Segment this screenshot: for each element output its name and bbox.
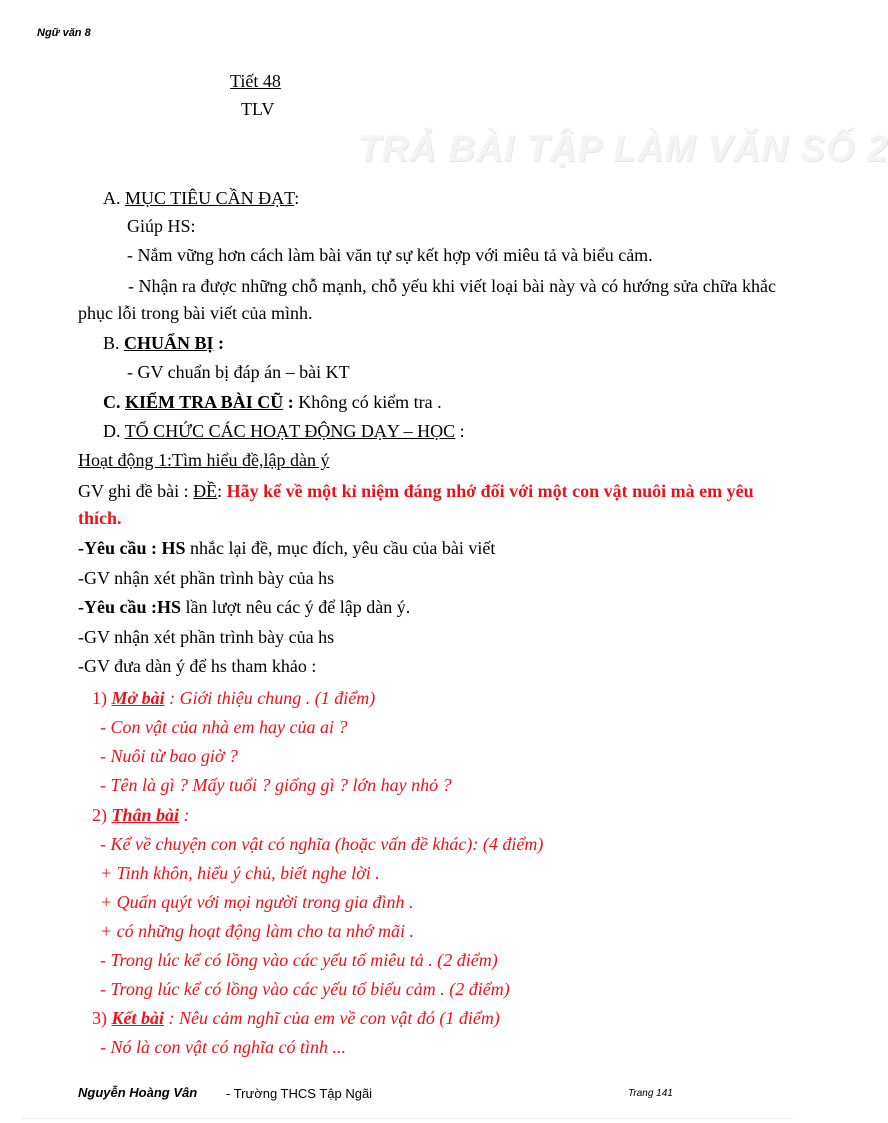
lesson-title-watermark: TRẢ BÀI TẬP LÀM VĂN SỐ 2 <box>358 128 888 169</box>
requirement-1 <box>78 536 495 560</box>
outline-body-item: - Trong lúc kể có lồng vào các yếu tố biểu cảm . (2 điểm) <box>100 979 510 999</box>
outline-body-item: + Quấn quýt với mọi người trong gia đình . <box>100 892 414 912</box>
section-a-item-1: - Nắm vững hơn cách làm bài văn tự sự kết hợp với miêu tả và biểu cảm. <box>127 245 653 265</box>
activity-title: Hoạt động 1:Tìm hiểu đề,lập dàn ý <box>78 450 330 470</box>
outline-intro-heading <box>92 686 375 710</box>
outline-intro-title: Mở bài <box>111 688 165 708</box>
requirement-2 <box>78 595 410 619</box>
teacher-outline-intro: -GV đưa dàn ý để hs tham khảo : <box>78 656 317 676</box>
requirement-2-text: lần lượt nêu các ý để lập dàn ý. <box>181 597 411 617</box>
outline-body-item: - Trong lúc kể có lồng vào các yếu tố miêu tả . (2 điểm) <box>100 950 498 970</box>
section-a-prefix: A. <box>103 188 121 208</box>
section-a-heading <box>103 186 299 210</box>
outline-body-number: 2) <box>92 805 107 825</box>
section-c-title: KIỂM TRA BÀI CŨ <box>125 392 284 412</box>
footer-page-number: Trang 141 <box>628 1088 673 1099</box>
requirement-2-label: -Yêu cầu :HS <box>78 597 181 617</box>
section-b-prefix: B. <box>103 333 120 353</box>
teacher-comment-2: -GV nhận xét phần trình bày của hs <box>78 627 335 647</box>
outline-body-text: : <box>179 805 190 825</box>
section-a-help: Giúp HS: <box>127 216 196 236</box>
teacher-comment-1: -GV nhận xét phần trình bày của hs <box>78 568 335 588</box>
outline-intro-item: - Nuôi từ bao giờ ? <box>100 746 238 766</box>
topic-colon: : <box>217 481 227 501</box>
topic-paragraph <box>78 478 778 532</box>
section-c-text: Không có kiểm tra . <box>293 392 442 412</box>
outline-conclusion-text: : Nêu cảm nghĩ của em về con vật đó (1 điểm) <box>164 1008 500 1028</box>
outline-conclusion-title: Kết bài <box>111 1008 164 1028</box>
outline-body-item: + Tinh khôn, hiểu ý chủ, biết nghe lời . <box>100 863 380 883</box>
section-a-colon: : <box>294 188 300 208</box>
outline-intro-item: - Con vật của nhà em hay của ai ? <box>100 717 348 737</box>
section-c-colon: : <box>283 392 294 412</box>
footer-divider <box>22 1118 794 1119</box>
section-c-heading <box>103 390 442 414</box>
outline-body-title: Thân bài <box>111 805 180 825</box>
section-d-colon: : <box>455 421 465 441</box>
outline-intro-item: - Tên là gì ? Mấy tuổi ? giống gì ? lớn hay nhỏ ? <box>100 775 452 795</box>
section-b-heading <box>103 331 224 355</box>
outline-conclusion-heading <box>92 1006 500 1030</box>
lesson-period: Tiết 48 <box>230 71 281 91</box>
section-a-title: MỤC TIÊU CẦN ĐẠT <box>125 188 295 208</box>
requirement-1-text: nhắc lại đề, mục đích, yêu cầu của bài viết <box>185 538 496 558</box>
outline-intro-number: 1) <box>92 688 107 708</box>
section-b-title: CHUẨN BỊ <box>124 333 214 353</box>
outline-body-item: - Kể về chuyện con vật có nghĩa (hoặc vấn đề khác): (4 điểm) <box>100 834 544 854</box>
section-b-item-1: - GV chuẩn bị đáp án – bài KT <box>127 362 350 382</box>
section-a-item-2: - Nhận ra được những chỗ mạnh, chỗ yếu khi viết loại bài này và có hướng sửa chữa khắc phục lỗi trong bài viết của mình. <box>78 276 776 323</box>
topic-label: ĐỀ <box>193 481 218 501</box>
lesson-type: TLV <box>241 99 275 119</box>
topic-text: Hãy kể về một kỉ niệm đáng nhớ đối với một con vật nuôi mà em yêu thích. <box>78 481 754 528</box>
outline-body-item: + có những hoạt động làm cho ta nhớ mãi . <box>100 921 415 941</box>
requirement-1-label: -Yêu cầu : HS <box>78 538 186 558</box>
subject-header: Ngữ văn 8 <box>37 27 91 39</box>
outline-body-heading <box>92 803 190 827</box>
section-d-title: TỔ CHỨC CÁC HOẠT ĐỘNG DẠY – HỌC <box>124 421 456 441</box>
section-d-prefix: D. <box>103 421 121 441</box>
outline-conclusion-number: 3) <box>92 1008 107 1028</box>
footer-author: Nguyễn Hoàng Vân <box>78 1085 198 1100</box>
section-b-colon: : <box>213 333 225 353</box>
topic-prefix: GV ghi đề bài : <box>78 481 194 501</box>
outline-intro-text: : Giới thiệu chung . (1 điểm) <box>164 688 376 708</box>
section-c-prefix: C. <box>103 392 121 412</box>
outline-conclusion-item: - Nó là con vật có nghĩa có tình ... <box>100 1037 346 1057</box>
footer-school: - Trường THCS Tập Ngãi <box>226 1086 373 1101</box>
section-d-heading <box>103 419 465 443</box>
